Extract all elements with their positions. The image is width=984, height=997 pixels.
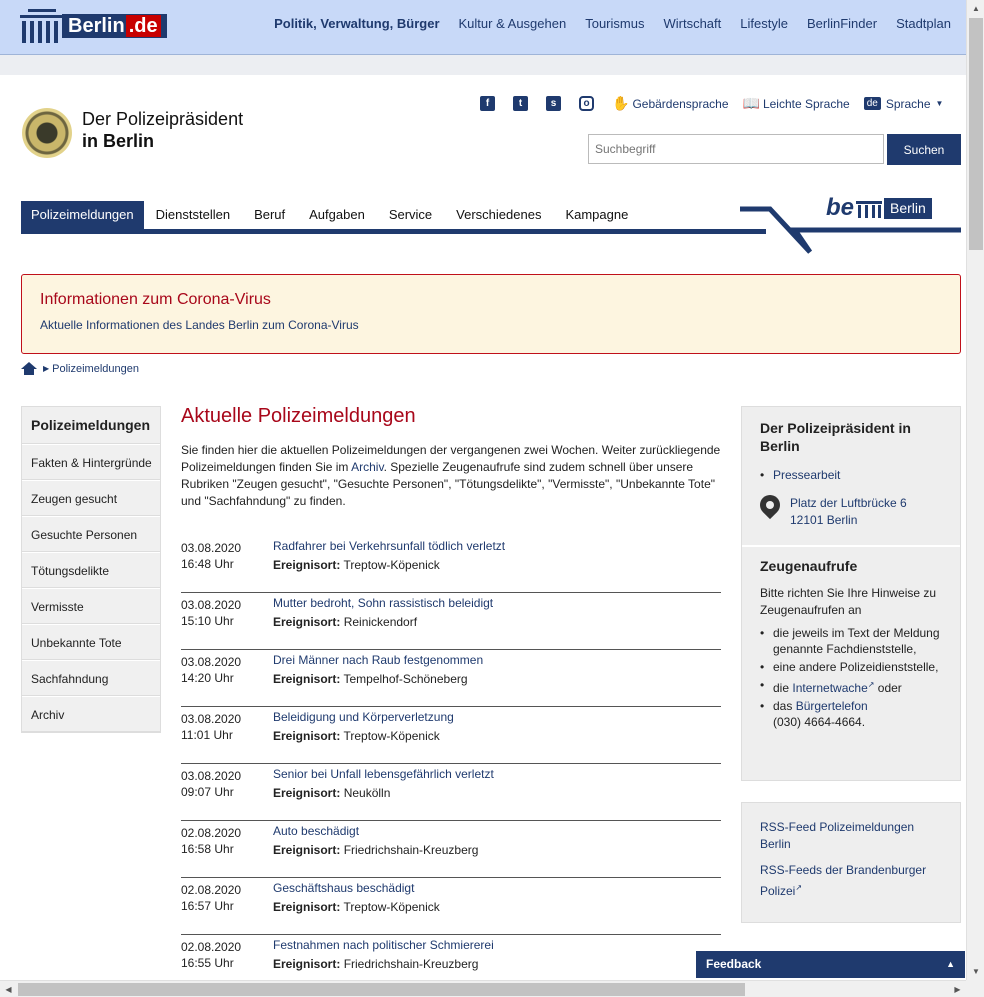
search-button[interactable]: Suchen (887, 134, 961, 165)
feedback-button[interactable]: Feedback ▲ (696, 951, 965, 978)
rss-feed-berlin-link[interactable]: RSS-Feed Polizeimeldungen Berlin (760, 820, 915, 851)
sidebar-item-archiv[interactable]: Archiv (22, 696, 160, 732)
portal-nav-kultur[interactable]: Kultur & Ausgehen (458, 16, 567, 31)
archive-link[interactable]: Archiv (351, 460, 384, 474)
tab-aufgaben[interactable]: Aufgaben (309, 207, 365, 222)
portal-nav-wirtschaft[interactable]: Wirtschaft (663, 16, 722, 31)
language-code-badge: de (864, 97, 881, 110)
chevron-right-icon: ▶ (43, 364, 50, 373)
list-item: 02.08.2020 16:55 Uhr Festnahmen nach politischer Schmiererei Ereignisort: Friedrichshain-Kreuzberg (181, 938, 494, 971)
scroll-left-icon[interactable]: ◀ (5, 985, 12, 994)
press-release-link[interactable]: Mutter bedroht, Sohn rassistisch beleidigt (273, 596, 494, 610)
portal-nav-tourismus[interactable]: Tourismus (585, 16, 645, 31)
be-berlin-logo[interactable]: be Berlin (826, 194, 932, 222)
list-item: 03.08.2020 09:07 Uhr Senior bei Unfall lebensgefährlich verletzt Ereignisort: Neukölln (181, 764, 721, 821)
press-release-link[interactable]: Senior bei Unfall lebensgefährlich verletzt (273, 767, 494, 781)
scroll-down-icon[interactable]: ▼ (972, 967, 980, 976)
home-icon[interactable] (21, 362, 37, 375)
nav-underline (21, 229, 766, 234)
witness-intro: Bitte richten Sie Ihre Hinweise zu Zeugenaufrufen an (760, 586, 937, 617)
vertical-scrollbar[interactable] (966, 0, 984, 980)
horizontal-scrollbar[interactable] (0, 980, 966, 997)
press-release-link[interactable]: Beleidigung und Körperverletzung (273, 710, 454, 724)
portal-nav-stadtplan[interactable]: Stadtplan (896, 16, 951, 31)
notice-link[interactable]: Aktuelle Informationen des Landes Berlin zum Corona-Virus (40, 318, 359, 332)
scrollbar-thumb[interactable] (969, 18, 983, 250)
witness-heading: Zeugenaufrufe (760, 558, 858, 574)
buergertelefon-link[interactable]: Bürgertelefon (795, 699, 868, 713)
sidebar-item-sachfahndung[interactable]: Sachfahndung (22, 660, 160, 696)
address-link[interactable]: Platz der Luftbrücke 6 12101 Berlin (790, 496, 907, 527)
sidebar-item-fakten[interactable]: Fakten & Hintergründe (22, 444, 160, 480)
press-link[interactable]: Pressearbeit (773, 468, 841, 482)
internetwache-link[interactable]: Internetwache (792, 681, 868, 695)
police-star-badge-icon[interactable] (22, 108, 72, 158)
press-release-link[interactable]: Drei Männer nach Raub festgenommen (273, 653, 484, 667)
rss-box (741, 802, 961, 923)
list-item: 03.08.2020 14:20 Uhr Drei Männer nach Raub festgenommen Ereignisort: Tempelhof-Schöneberg (181, 650, 721, 707)
portal-nav-berlinfinder[interactable]: BerlinFinder (806, 16, 878, 31)
intro-text: Sie finden hier die aktuellen Polizeimeldungen der vergangenen zwei Wochen. Weiter zurückliegende Polizeimeldungen finden Sie im Archiv. Spezielle Zeugenaufrufe sind zudem schnell über unsere Rubriken "Zeugen gesucht", "Gesuchte Personen", "Tötungsdelikte", "Vermisste", "Unbekannte Tote" und "Sachfahndung" zu finden. (181, 443, 721, 508)
easy-language-icon: 📖 (742, 95, 760, 111)
breadcrumb (21, 362, 139, 375)
facebook-icon[interactable]: f (480, 96, 495, 111)
snapchat-icon[interactable]: s (546, 96, 561, 111)
press-release-list (181, 536, 721, 992)
sidebar-item-vermisste[interactable]: Vermisste (22, 588, 160, 624)
header-tools (480, 95, 957, 112)
portal-nav-politik[interactable]: Politik, Verwaltung, Bürger (274, 16, 440, 31)
easy-language-link[interactable]: 📖 Leichte Sprache (742, 95, 850, 111)
portal-header (0, 0, 966, 55)
sidebar-nav (21, 406, 161, 733)
list-item: 02.08.2020 16:58 Uhr Auto beschädigt Ereignisort: Friedrichshain-Kreuzberg (181, 821, 721, 878)
chevron-down-icon: ▼ (935, 99, 944, 108)
scrollbar-corner (966, 980, 984, 997)
tab-verschiedenes[interactable]: Verschiedenes (456, 207, 542, 222)
page-title: Aktuelle Polizeimeldungen (181, 405, 416, 427)
list-item: 03.08.2020 11:01 Uhr Beleidigung und Körperverletzung Ereignisort: Treptow-Köpenick (181, 707, 721, 764)
main-content (181, 405, 721, 510)
search-input[interactable] (588, 134, 884, 164)
list-item: 03.08.2020 16:48 Uhr Radfahrer bei Verkehrsunfall tödlich verletzt Ereignisort: Treptow-Köpenick (181, 536, 721, 593)
main-nav (21, 201, 741, 229)
address (760, 495, 942, 529)
instagram-icon[interactable]: o (579, 96, 594, 111)
sidebar-item-zeugen[interactable]: Zeugen gesucht (22, 480, 160, 516)
chevron-up-icon: ▲ (946, 959, 955, 969)
press-release-link[interactable]: Festnahmen nach politischer Schmiererei (273, 938, 494, 952)
tab-kampagne[interactable]: Kampagne (565, 207, 629, 222)
map-pin-icon (760, 495, 780, 525)
header-strip (0, 55, 966, 75)
contact-box: Der Polizeipräsident in Berlin • Pressearbeit Platz der Luftbrücke 6 12101 Berlin Zeugenaufrufe Bitte richten Sie Ihre Hinweise zu Zeugenaufrufen an • die jeweils im Text der Meldung genannte Fachdienststelle, • eine andere Polizeidienststelle, • die Internetwache↗ oder • das Bürgertelefon (030) 4664-4664. (741, 406, 961, 781)
logo-wordmark: Berlin .de (62, 14, 167, 38)
portal-nav (274, 16, 951, 31)
tab-service[interactable]: Service (388, 207, 433, 222)
corona-notice (21, 274, 961, 354)
tab-polizeimeldungen[interactable]: Polizeimeldungen (21, 201, 144, 229)
sidebar-item-polizeimeldungen[interactable]: Polizeimeldungen (22, 407, 160, 444)
press-release-link[interactable]: Geschäftshaus beschädigt (273, 881, 415, 895)
berlin-de-logo[interactable] (20, 9, 167, 43)
brandenburg-gate-icon (20, 9, 64, 43)
tab-dienststellen[interactable]: Dienststellen (155, 207, 231, 222)
press-release-link[interactable]: Auto beschädigt (273, 824, 360, 838)
external-link-icon: ↗ (795, 883, 803, 892)
notice-title: Informationen zum Corona-Virus (40, 291, 271, 308)
scroll-up-icon[interactable]: ▲ (972, 4, 980, 13)
brandenburg-gate-icon (856, 198, 882, 218)
sidebar-item-toetungsdelikte[interactable]: Tötungsdelikte (22, 552, 160, 588)
sidebar-item-gesuchte[interactable]: Gesuchte Personen (22, 516, 160, 552)
sign-language-link[interactable]: ✋ Gebärdensprache (612, 95, 729, 111)
site-title[interactable]: Der Polizeipräsident in Berlin (82, 109, 244, 151)
twitter-icon[interactable]: t (513, 96, 528, 111)
scrollbar-thumb[interactable] (18, 983, 745, 996)
contact-heading: Der Polizeipräsident in Berlin (760, 420, 911, 454)
sign-language-icon: ✋ (612, 95, 630, 111)
portal-nav-lifestyle[interactable]: Lifestyle (740, 16, 788, 31)
list-item: 03.08.2020 15:10 Uhr Mutter bedroht, Sohn rassistisch beleidigt Ereignisort: Reinickendorf (181, 593, 721, 650)
scroll-right-icon[interactable]: ▶ (954, 985, 961, 994)
tab-beruf[interactable]: Beruf (254, 207, 286, 222)
breadcrumb-item[interactable]: Polizeimeldungen (52, 362, 139, 375)
external-link-icon: ↗ (867, 680, 875, 689)
list-item: 02.08.2020 16:57 Uhr Geschäftshaus beschädigt Ereignisort: Treptow-Köpenick (181, 878, 721, 935)
language-selector[interactable]: de Sprache ▼ (864, 97, 944, 111)
rss-feed-brandenburg-link[interactable]: RSS-Feeds der Brandenburger Polizei↗ (760, 863, 927, 898)
sidebar-item-unbekannte[interactable]: Unbekannte Tote (22, 624, 160, 660)
press-release-link[interactable]: Radfahrer bei Verkehrsunfall tödlich verletzt (273, 539, 506, 553)
